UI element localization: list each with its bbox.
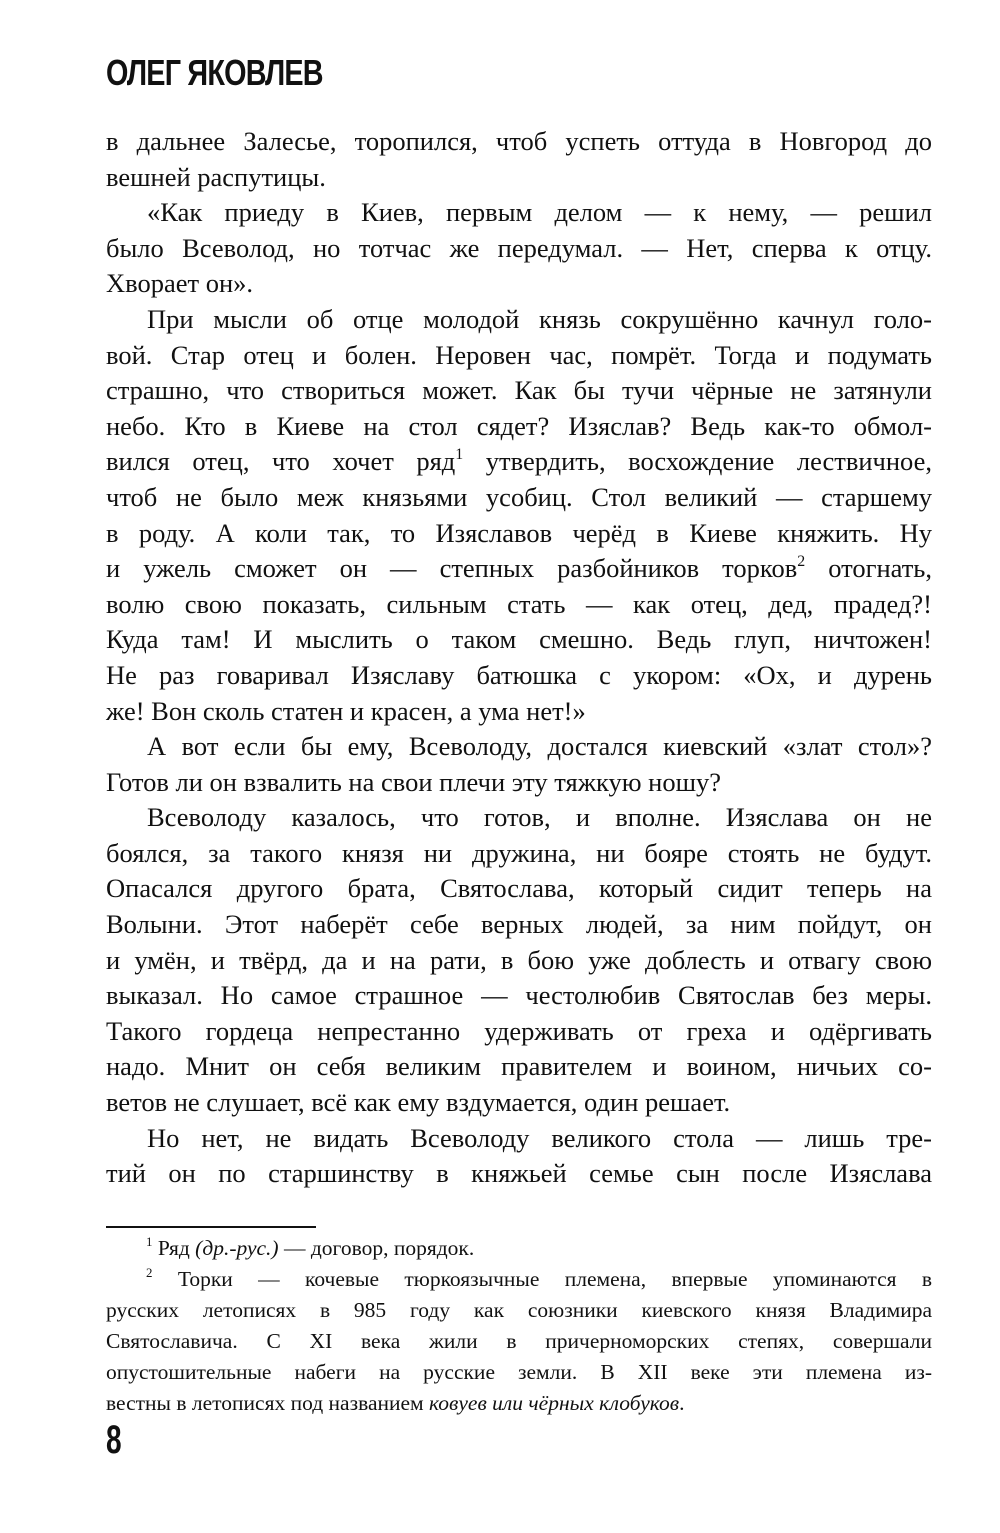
text-fragment: и ужель сможет он — степных разбойников торков — [106, 553, 798, 584]
text-line: чтоб не было меж князьями усобиц. Стол великий — старшему — [106, 481, 932, 512]
text-line — [106, 551, 932, 587]
text-fragment: вился отец, что хочет ряд — [106, 446, 456, 477]
text-line: было Всеволод, но тотчас же передумал. — Нет, сперва к отцу. — [106, 232, 932, 263]
text-line: же! Вон сколь статен и красен, а ума нет!» — [106, 695, 586, 726]
text-fragment: утвердить, восхождение лествичное, — [485, 446, 933, 477]
footnote-text: — договор, порядок. — [283, 1236, 475, 1260]
text-line: боялся, за такого князя ни дружина, ни бояре стоять не будут. — [106, 837, 932, 868]
footnote-term: Ряд — [157, 1236, 190, 1260]
text-line: вешней распутицы. — [106, 161, 326, 192]
text-line: Опасался другого брата, Святослава, который сидит теперь на — [106, 873, 932, 904]
footnote-text: вестны в летописях под названием — [106, 1391, 424, 1415]
text-line: волю свою показать, сильным стать — как отец, дед, прадед?! — [106, 588, 932, 619]
text-line: Волыни. Этот наберёт себе верных людей, за ним пойдут, он — [106, 909, 932, 940]
running-head: ОЛЕГ ЯКОВЛЕВ — [106, 52, 323, 93]
text-line: А вот если бы ему, Всеволоду, достался киевский «злат стол»? — [147, 731, 932, 762]
text-line: небо. Кто в Киеве на стол сядет? Изяслав? Ведь как-то обмол- — [106, 410, 932, 441]
text-line: При мысли об отце молодой князь сокрушённо качнул голо- — [147, 303, 932, 334]
text-line: страшно, что створиться может. Как бы тучи чёрные не затянули — [106, 375, 932, 406]
text-line: в роду. А коли так, то Изяславов черёд в Киеве княжить. Ну — [106, 517, 932, 548]
footnote-rule — [106, 1226, 316, 1228]
text-line: Куда там! И мыслить о таком смешно. Ведь глуп, ничтожен! — [106, 624, 932, 655]
text-line: ветов не слушает, всё как ему вздумается, один решает. — [106, 1087, 731, 1118]
footnote-line: русских летописях в 985 году как союзники киевского князя Владимира — [106, 1298, 932, 1322]
footnote-line: Святославича. С XI века жили в причерноморских степях, совершали — [106, 1329, 932, 1353]
text-line: вой. Стар отец и болен. Неровен час, помрёт. Тогда и подумать — [106, 339, 932, 370]
text-line: Готов ли он взвалить на свои плечи эту тяжкую ношу? — [106, 766, 722, 797]
footnote-gloss: (др.-рус.) — [195, 1236, 279, 1260]
text-line: и умён, и твёрд, да и на рати, в бою уже доблесть и отвагу свою — [106, 944, 932, 975]
text-line: в дальнее Залесье, торопился, чтоб успеть оттуда в Новгород до — [106, 126, 932, 156]
footnote-2 — [106, 1264, 932, 1295]
footnote-italic-term: чёрных клобуков — [528, 1391, 680, 1415]
text-line — [106, 444, 932, 480]
text-line: Но нет, не видать Всеволоду великого стола — лишь тре- — [147, 1122, 932, 1153]
footnote-italic-term: ковуев — [429, 1391, 487, 1415]
text-line: надо. Мнит он себя великим правителем и воином, ничьих со- — [106, 1051, 932, 1082]
footnote-1 — [106, 1233, 932, 1264]
footnote-ref: 2 — [797, 553, 806, 570]
footnote-text: или — [492, 1391, 524, 1415]
footnote-ref: 1 — [455, 446, 464, 464]
page-number: 8 — [106, 1418, 122, 1462]
text-line: Такого гордеца непрестанно удерживать от греха и одёргивать — [106, 1015, 932, 1046]
text-line: Не раз говаривал Изяславу батюшка с укором: «Ох, и дурень — [106, 659, 932, 690]
footnote-text: . — [679, 1391, 685, 1415]
footnote-line: опустошительные набеги на русские земли. В XII веке эти племена из- — [106, 1360, 932, 1384]
text-line: Хворает он». — [106, 268, 254, 299]
footnotes — [106, 1233, 932, 1419]
body-text — [106, 124, 932, 1192]
footnote-line — [106, 1388, 932, 1419]
text-line: «Как приеду в Киев, первым делом — к нему, — решил — [147, 197, 932, 228]
footnote-text: Торки — кочевые тюркоязычные племена, впервые упоминаются в — [177, 1267, 933, 1291]
text-line: тий он по старшинству в княжьей семье сын после Изяслава — [106, 1158, 932, 1189]
text-line: Всеволоду казалось, что готов, и вполне. Изяслава он не — [147, 802, 932, 833]
text-fragment: отогнать, — [828, 553, 932, 584]
text-line: выказал. Но самое страшное — честолюбив Святослав без меры. — [106, 980, 932, 1011]
footnote-number: 1 — [146, 1234, 153, 1249]
footnote-number: 2 — [146, 1265, 153, 1280]
